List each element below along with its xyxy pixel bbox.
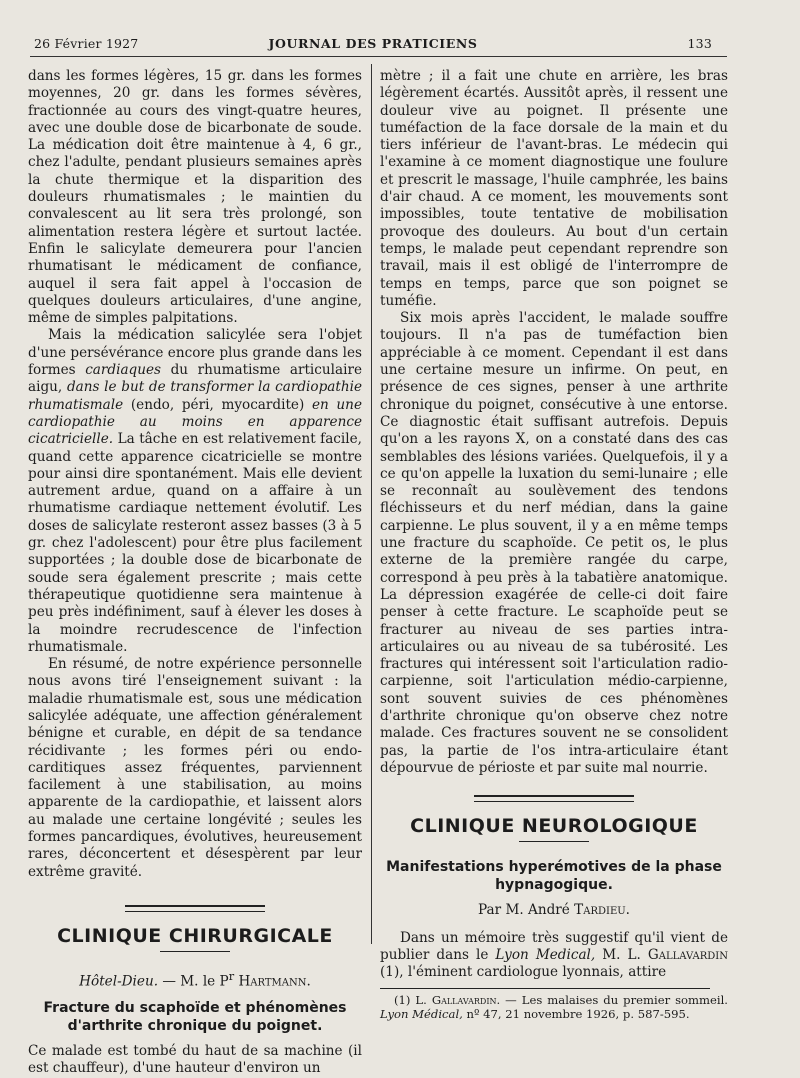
paragraph: Six mois après l'accident, le malade souffre toujours. Il n'a pas de tuméfaction bien appréciable à ce moment. Cependant il est dans une certaine mesure un infirme. On peut, en présence de ces signes, penser à une arthrite chronique du poignet, consécutive à une entorse. Ce diagnostic était suffisant autrefois. Depuis qu'on a les rayons X, on a constaté dans des cas semblables des lésions variées. Quelquefois, il y a ce qu'on appelle la luxation du semi-lunaire ; elle se reconnaît au soulèvement des tendons fléchisseurs et du nerf médian, dans la gaine carpienne. Le plus souvent, il y a en même temps une fracture du scaphoïde. Ce petit os, le plus externe de la première rangée du carpe, correspond à peu près à la tabatière anatomique. La dépression exagérée de celle-ci doit faire penser à cette fracture. Le scaphoïde peut se fracturer au niveau de ses parties intra-articulaires ou au niveau de sa tubérosité. Les fractures qui intéressent soit l'articulation radio-carpienne, soit l'articulation médio-carpienne, sont souvent suivies de ces phénomènes d'arthrite chronique qu'on observe chez notre malade. Ces fractures souvent ne se consolident pas, la partie de l'os intra-articulaire étant dépourvue de périoste et par suite mal nourrie. — [380, 310, 728, 776]
drop-cap: C — [28, 1043, 39, 1060]
paragraph: dans les formes légères, 15 gr. dans les formes moyennes, 20 gr. dans les formes sévères, fractionnée au cours des vingt-quatre heures, avec une double dose de bicarbonate de soude. La médication doit être maintenue à 4, 6 gr., chez l'adulte, pendant plusieurs semaines après la chute thermique et la disparition des douleurs rhumatismales ; le maintien du convalescent au lit sera très prolongé, son alimentation restera légère et surtout lactée. Enfin le salicylate demeurera pour l'ancien rhumatisant le médicament de confiance, auquel il sera fait appel à l'occasion de quelques douleurs articulaires, d'une angine, même de simples palpitations. — [28, 68, 362, 327]
text-run: cardiaques — [85, 362, 162, 379]
text-run: Gallavardin. — [431, 992, 501, 1007]
text-run: Mais la médication salicylée sera l'objet d'une persévérance encore plus grande dans les formes — [28, 327, 362, 379]
text-run: (1), l'éminent cardiologue lyonnais, attire — [380, 964, 667, 981]
text-run: dans le but de transformer la cardiopathie rhumatismale — [28, 379, 362, 413]
author-line — [380, 902, 728, 919]
text-run: (1) L. — [394, 992, 432, 1007]
running-header — [34, 36, 712, 54]
article-title: Manifestations hyperémotives de la phase hypnagogique. — [386, 859, 722, 894]
text-run: M. L. — [595, 947, 648, 964]
paragraph: mètre ; il a fait une chute en arrière, les bras légèrement écartés. Aussitôt après, il ressent une douleur vive au poignet. Il présente une tuméfaction de la face dorsale de la main et du tiers inférieur de l'avant-bras. Le médecin qui l'examine à ce moment diagnostique une foulure et prescrit le massage, l'huile camphrée, les bains d'air chaud. A ce moment, les mouvements sont impossibles, toute tentative de mobilisation provoque des douleurs. Au bout d'un certain temps, le malade peut cependant reprendre son travail, mais il est obligé de l'interrompre de temps en temps, parce que son poignet se tuméfie. — [380, 68, 728, 309]
text-run: du rhumatisme articulaire aigu, — [28, 362, 362, 396]
column-divider — [371, 64, 372, 944]
paragraph — [28, 327, 362, 656]
text-run: La tâche en est relativement facile, quand cette apparence cicatricielle se montre pour ainsi dire spontanément. Mais elle devient autrement ardue, quand on a affaire à un rhumatisme cardiaque nettement évolutif. Les doses de salicylate resteront assez basses (3 à 5 gr. chez l'adolescent) pour être plus facilement supportées ; la double dose de bicarbonate de soude sera également prescrite ; mais cette thérapeutique quotidienne sera maintenue à peu près indéfiniment, sauf à élever les doses à la moindre recrudescence de l'infection rhumatismale. — [28, 431, 362, 655]
left-column — [28, 68, 362, 1078]
author-name: Tardieu. — [574, 902, 630, 919]
text-run: — M. le P — [158, 973, 229, 990]
journal-title: JOURNAL DES PRATICIENS — [268, 36, 478, 51]
section-title: CLINIQUE CHIRURGICALE — [57, 924, 333, 947]
text-run: nº 47, 21 novembre 1926, p. 587-595. — [462, 1006, 690, 1021]
footnote-rule — [380, 988, 710, 989]
paragraph: En résumé, de notre expérience personnelle nous avons tiré l'enseignement suivant : la maladie rhumatismale est, sous une médication salicylée adéquate, une affection généralement bénigne et curable, en dépit de sa tendance récidivante ; les formes péri ou endo-carditiques assez fréquentes, parviennent facilement à une stabilisation, au moins apparente de la cardiopathie, et laissent alors au malade une certaine longévité ; seules les formes pancardiques, évolutives, heureusement rares, déconcertent et désespèrent par leur extrême gravité. — [28, 656, 362, 880]
footnote-text — [380, 993, 728, 1021]
text-run: e malade est tombé du haut de sa machine (il est chauffeur), d'une hauteur d'environ un — [28, 1043, 362, 1077]
section-separator — [125, 905, 265, 912]
page-number: 133 — [687, 36, 712, 51]
text-run: Lyon Médical, — [380, 1006, 463, 1021]
text-run: r — [228, 969, 235, 984]
header-rule — [30, 56, 727, 57]
service-line — [28, 968, 362, 991]
article-title: Fracture du scaphoïde et phénomènes d'arthrite chronique du poignet. — [43, 1000, 347, 1035]
text-run: Dans un mémoire très suggestif qu'il vient de publier dans le — [380, 929, 728, 964]
text-run: — Les malaises du premier sommeil. — [500, 992, 728, 1007]
section-underline — [160, 951, 230, 952]
text-run: Par M. André — [477, 902, 575, 919]
section-separator — [474, 795, 634, 802]
hospital-name: Hôtel-Dieu. — [79, 973, 159, 990]
issue-date: 26 Février 1927 — [34, 36, 139, 51]
section-title: CLINIQUE NEUROLOGIQUE — [410, 815, 698, 838]
professor-name: Hartmann. — [234, 973, 311, 990]
text-run: Lyon Medical, — [495, 947, 596, 964]
right-column — [380, 68, 728, 1021]
text-run: (endo, péri, myocardite) — [123, 396, 312, 413]
footnote — [380, 993, 728, 1021]
text-run: Gallavardin — [647, 947, 728, 964]
paragraph — [380, 930, 728, 982]
text-run: en une cardiopathie au moins en apparence cicatricielle. — [28, 396, 362, 448]
paragraph — [28, 1043, 362, 1078]
section-underline — [519, 841, 589, 842]
